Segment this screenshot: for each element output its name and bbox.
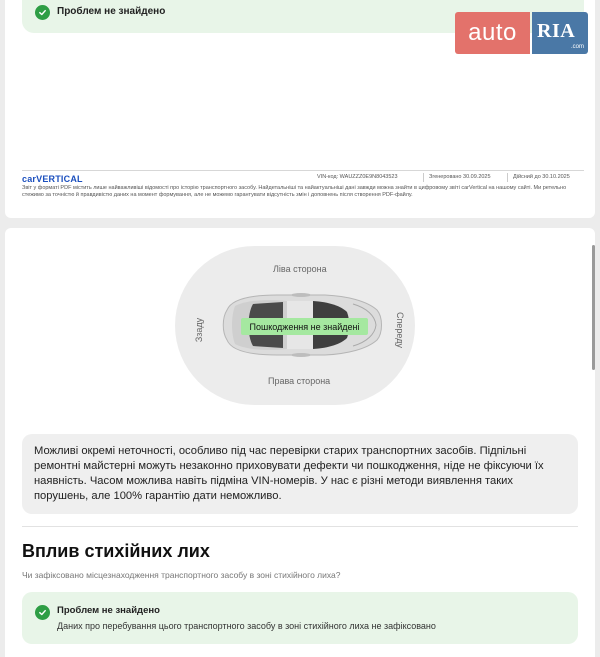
check-circle-icon <box>35 605 50 620</box>
meta-separator <box>507 173 508 182</box>
vin-code: VIN-код: WAUZZZ0E9N8043523 <box>317 174 398 180</box>
left-side-label: Ліва сторона <box>273 264 327 274</box>
ria-text: RIA <box>537 20 576 42</box>
accuracy-notice: Можливі окремі неточності, особливо під час перевірки старих транспортних засобів. Підпільні ремонтні майстерні можуть незаконно приховувати дефекти чи пошкодження, ніде не фіксуючи їх наявність. Часом можлива навіть підміна VIN-номерів. У нас є різні методи виявлення таких порушень, але 100% гарантію дати неможливо. <box>22 434 578 514</box>
disasters-status-text: Даних про перебування цього транспортного засобу в зоні стихійного лиха не зафіксовано <box>57 621 436 631</box>
check-circle-icon <box>35 5 50 20</box>
disasters-status-title: Проблем не знайдено <box>57 605 160 616</box>
footer-divider <box>22 170 584 171</box>
meta-separator <box>423 173 424 182</box>
autoria-watermark-ria <box>532 12 588 54</box>
scrollbar-thumb[interactable] <box>592 245 595 370</box>
carvertical-logo: carVERTICAL <box>22 174 83 184</box>
damage-status-badge: Пошкодження не знайдені <box>241 318 368 335</box>
autoria-watermark-auto: auto <box>455 12 530 54</box>
report-disclaimer: Звіт у форматі PDF містить лише найважливіші відомості про історію транспортного засобу. Найдетальніші та найактуальніші дані завжди можна знайти в цифровому звіті carVertical на нашому сайті. Ми ретельно стежимо за точністю й правдивістю даних на момент формування, але не можемо гарантувати відсутність змін і доповнень після створення PDF-файлу. <box>22 185 567 198</box>
valid-until-date: Дійсний до 30.10.2025 <box>513 174 570 180</box>
disasters-status-box <box>22 592 578 644</box>
report-page-2 <box>5 228 595 657</box>
no-problems-title: Проблем не знайдено <box>57 6 166 17</box>
section-divider <box>22 526 578 527</box>
disasters-heading: Вплив стихійних лих <box>22 541 210 561</box>
front-label: Спереду <box>394 312 405 348</box>
disasters-question: Чи зафіксовано місцезнаходження транспортного засобу в зоні стихійного лиха? <box>22 570 341 580</box>
generated-date: Згенеровано 30.09.2025 <box>429 174 491 180</box>
ria-domain: .com <box>570 44 584 50</box>
right-side-label: Права сторона <box>268 376 331 386</box>
rear-label: Ззаду <box>194 317 205 343</box>
